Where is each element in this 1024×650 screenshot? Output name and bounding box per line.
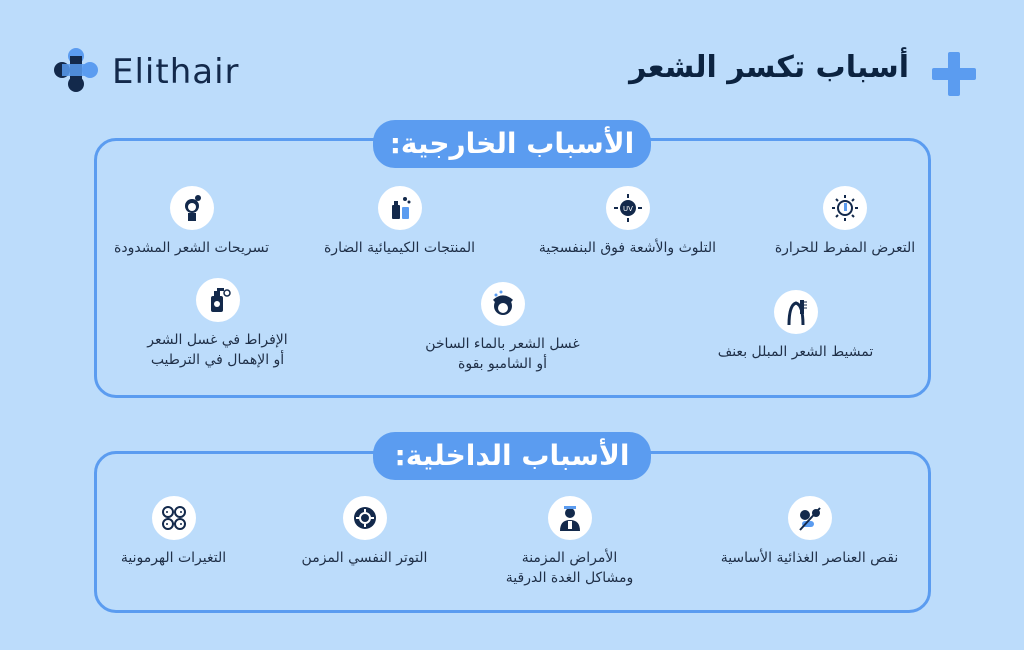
cause-item xyxy=(104,186,279,258)
brand-logo xyxy=(50,44,102,96)
cause-item xyxy=(760,186,930,258)
cause-item xyxy=(708,290,883,362)
sun-thermometer-icon xyxy=(823,186,867,230)
doctor-icon xyxy=(548,496,592,540)
cause-item xyxy=(702,496,917,568)
cause-item xyxy=(312,186,487,258)
hot-water-wash-icon xyxy=(481,282,525,326)
cause-label: التلوث والأشعة فوق البنفسجية xyxy=(538,240,717,256)
cause-item xyxy=(410,282,595,374)
cause-item xyxy=(86,496,261,568)
cause-item xyxy=(277,496,452,568)
hormones-icon xyxy=(152,496,196,540)
stress-icon xyxy=(343,496,387,540)
cause-item xyxy=(482,496,657,588)
cause-label: الإفراط في غسل الشعر xyxy=(147,332,288,348)
svg-text:UV: UV xyxy=(622,205,633,213)
comb-wet-hair-icon xyxy=(774,290,818,334)
cause-label: التغيرات الهرمونية xyxy=(120,550,227,566)
shampoo-bottle-icon xyxy=(196,278,240,322)
cause-item xyxy=(130,278,305,370)
external-causes-heading: الأسباب الخارجية: xyxy=(373,120,651,168)
cause-label: التعرض المفرط للحرارة xyxy=(774,240,916,256)
cause-label: نقص العناصر الغذائية الأساسية xyxy=(720,550,899,566)
nutrients-icon xyxy=(788,496,832,540)
cause-label: غسل الشعر بالماء الساخن xyxy=(425,336,580,352)
elithair-logo-icon xyxy=(50,44,102,96)
cause-label: أو الشامبو بقوة xyxy=(458,356,547,372)
internal-causes-heading: الأسباب الداخلية: xyxy=(373,432,651,480)
uv-sun-icon xyxy=(606,186,650,230)
cause-label: الأمراض المزمنة xyxy=(521,550,618,566)
cause-label: تسريحات الشعر المشدودة xyxy=(114,240,269,256)
cause-label: التوتر النفسي المزمن xyxy=(301,550,428,566)
tied-hair-icon xyxy=(170,186,214,230)
brand-name: Elithair xyxy=(112,52,240,92)
cause-label: ومشاكل الغدة الدرقية xyxy=(505,570,634,586)
cause-label: المنتجات الكيميائية الضارة xyxy=(323,240,476,256)
cause-label: أو الإهمال في الترطيب xyxy=(150,352,285,368)
plus-icon xyxy=(932,52,976,96)
cause-label: تمشيط الشعر المبلل بعنف xyxy=(717,344,874,360)
page-title: أسباب تكسر الشعر xyxy=(629,50,909,85)
chemical-bottles-icon xyxy=(378,186,422,230)
cause-item xyxy=(520,186,735,258)
